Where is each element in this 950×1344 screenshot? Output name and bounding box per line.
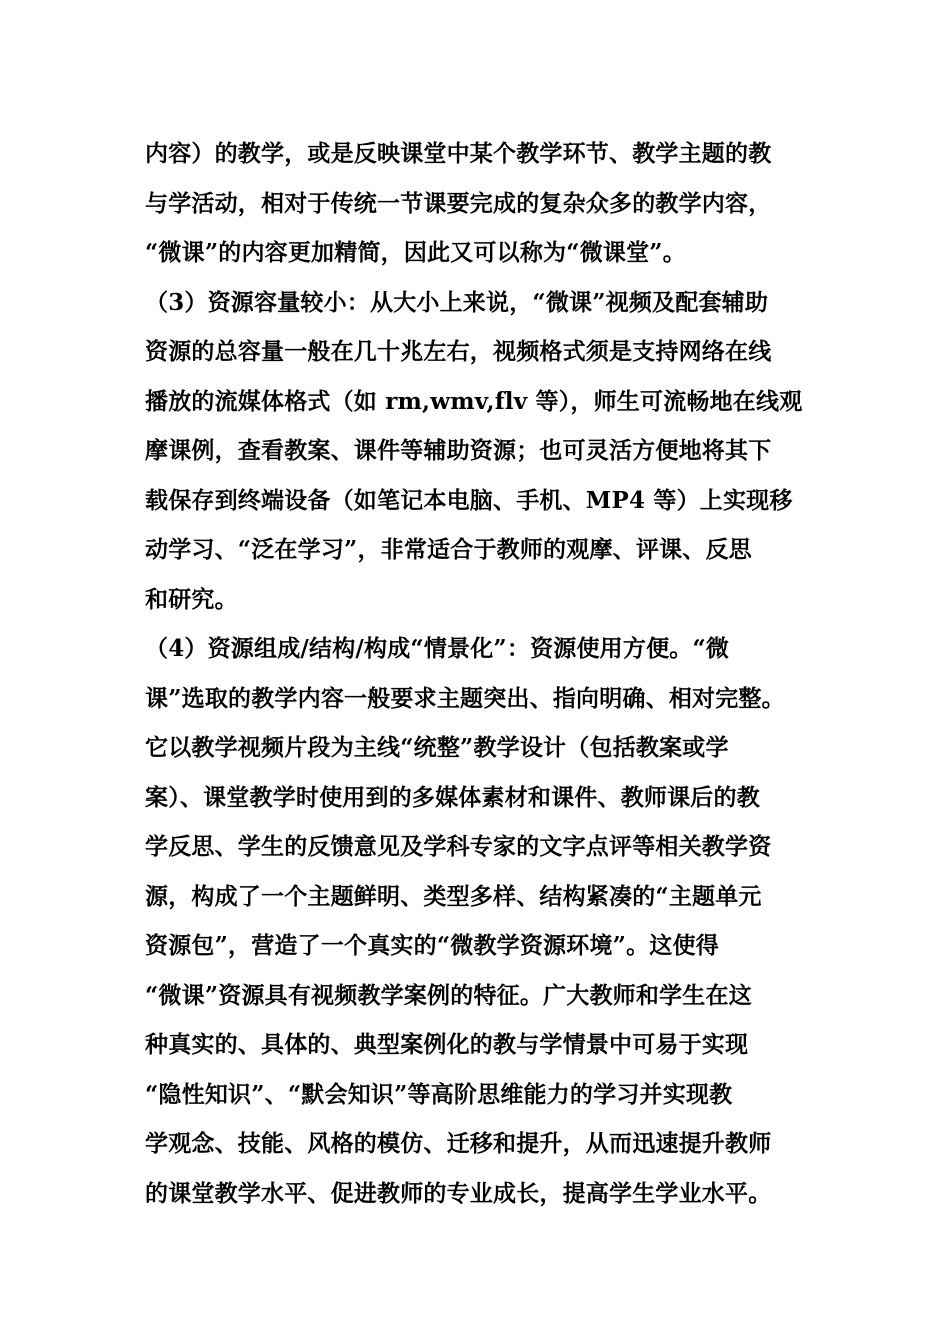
text-line: 的课堂教学水平、促进教师的专业成长，提高学生学业水平。	[145, 1179, 772, 1207]
text-line: （3）资源容量较小：从大小上来说，“微课”视频及配套辅助	[145, 288, 769, 316]
text-line: 学观念、技能、风格的模仿、迁移和提升，从而迅速提升教师	[145, 1130, 772, 1157]
text-line: 资源包”，营造了一个真实的“微教学资源环境”。这使得	[145, 932, 719, 959]
text-line: 课”选取的教学内容一般要求主题突出、指向明确、相对完整。	[145, 684, 785, 712]
body-text	[145, 129, 825, 1218]
text-line: 学反思、学生的反馈意见及学科专家的文字点评等相关教学资	[145, 833, 772, 860]
text-line: 动学习、“泛在学习”，非常适合于教师的观摩、评课、反思	[145, 536, 752, 563]
text-line: 播放的流媒体格式（如 rm,wmv,flv 等），师生可流畅地在线观	[145, 387, 803, 415]
text-line: 摩课例，查看教案、课件等辅助资源；也可灵活方便地将其下	[145, 437, 772, 464]
text-line: “隐性知识”、“默会知识”等高阶思维能力的学习并实现教	[145, 1080, 733, 1108]
text-line: 它以教学视频片段为主线“统整”教学设计（包括教案或学	[145, 734, 729, 761]
text-line: “微课”的内容更加精简，因此又可以称为“微课堂”。	[145, 239, 686, 266]
text-line: 内容）的教学，或是反映课堂中某个教学环节、教学主题的教	[145, 140, 772, 167]
text-line: 案）、课堂教学时使用到的多媒体素材和课件、教师课后的教	[145, 783, 760, 811]
text-line: 资源的总容量一般在几十兆左右，视频格式须是支持网络在线	[145, 338, 772, 365]
text-line: （4）资源组成/结构/构成“情景化”：资源使用方便。“微	[145, 635, 730, 662]
text-line: “微课”资源具有视频教学案例的特征。广大教师和学生在这	[145, 981, 752, 1009]
text-line: 和研究。	[145, 585, 238, 613]
text-line: 源，构成了一个主题鲜明、类型多样、结构紧凑的“主题单元	[145, 882, 762, 910]
text-line: 种真实的、具体的、典型案例化的教与学情景中可易于实现	[145, 1031, 749, 1058]
text-line: 与学活动，相对于传统一节课要完成的复杂众多的教学内容，	[145, 189, 772, 217]
text-line: 载保存到终端设备（如笔记本电脑、手机、MP4 等）上实现移	[145, 486, 793, 514]
